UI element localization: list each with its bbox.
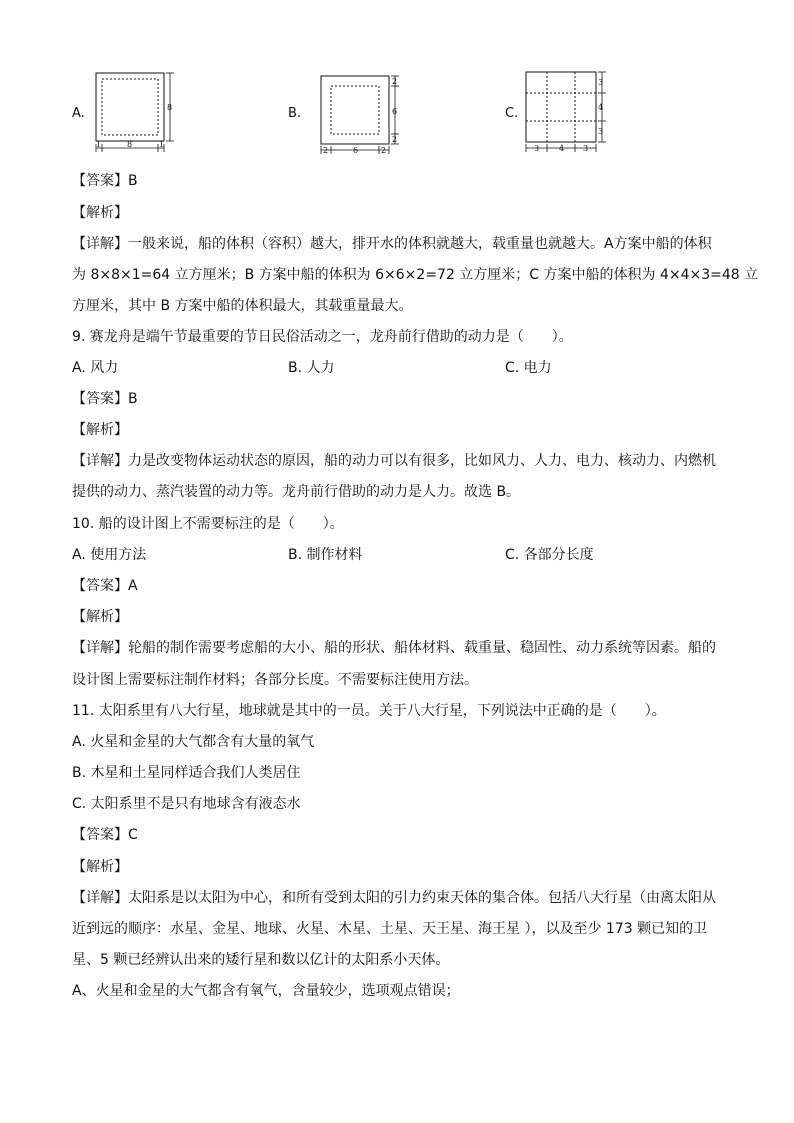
figure-a-label: A.: [72, 106, 85, 121]
q9-answer: 【答案】B: [72, 391, 138, 407]
q10-option-c: C. 各部分长度: [505, 547, 594, 563]
figure-a: [90, 70, 180, 154]
q8-detail-1: 【详解】一般来说，船的体积（容积）越大，排开水的体积就越大，载重量也就越大。A方案中船的体积: [72, 236, 712, 252]
q11-detail-4: A、火星和金星的大气都含有氧气，含量较少，选项观点错误；: [72, 983, 460, 999]
q9-option-c: C. 电力: [505, 360, 552, 376]
figure-a-dim-3: 1: [159, 140, 165, 149]
figure-c: [520, 68, 612, 154]
figure-c-dim-right-3: 3: [598, 127, 604, 136]
figure-b-dim-right-1: 2: [392, 77, 398, 86]
q8-analysis: 【解析】: [72, 205, 128, 221]
q11-detail-1: 【详解】太阳系是以太阳为中心，和所有受到太阳的引力约束天体的集合体。包括八大行星（由离太阳从: [72, 890, 716, 906]
figure-a-dim-1: 1: [96, 140, 102, 149]
figure-c-dim-3: 3: [583, 144, 589, 153]
q9-question: 9. 赛龙舟是端午节最重要的节日民俗活动之一，龙舟前行借助的动力是（ ）。: [72, 329, 573, 345]
q11-question: 11. 太阳系里有八大行星，地球就是其中的一员。关于八大行星，下列说法中正确的是（ ）。: [72, 703, 666, 719]
q11-analysis: 【解析】: [72, 859, 128, 875]
figure-b-label: B.: [288, 106, 302, 121]
figure-c-dim-1: 3: [534, 144, 540, 153]
q10-analysis: 【解析】: [72, 609, 128, 625]
figure-a-dim-right: 8: [167, 103, 173, 112]
q9-detail-2: 提供的动力、蒸汽装置的动力等。龙舟前行借助的动力是人力。故选 B。: [72, 484, 521, 500]
q9-option-b: B. 人力: [288, 360, 335, 376]
figure-b: [315, 70, 405, 154]
q11-answer: 【答案】C: [72, 827, 138, 843]
q11-detail-3: 星、5 颗已经辨认出来的矮行星和数以亿计的太阳系小天体。: [72, 952, 450, 968]
q8-detail-2: 为 8×8×1=64 立方厘米；B 方案中船的体积为 6×6×2=72 立方厘米；C 方案中船的体积为 4×4×3=48 立: [72, 267, 759, 283]
q9-option-a: A. 风力: [72, 360, 119, 376]
figure-c-dim-right-2: 4: [598, 103, 604, 112]
q10-detail-1: 【详解】轮船的制作需要考虑船的大小、船的形状、船体材料、载重量、稳固性、动力系统等因素。船的: [72, 640, 716, 656]
figure-b-dim-right-2: 6: [392, 107, 398, 116]
figure-c-dim-right-1: 3: [598, 78, 604, 87]
figure-c-label: C.: [505, 106, 519, 121]
figure-b-dim-2: 6: [353, 146, 359, 154]
q10-answer: 【答案】A: [72, 578, 138, 594]
figure-b-dim-right-3: 2: [392, 135, 398, 144]
figure-b-dim-3: 2: [381, 146, 387, 154]
q8-detail-3: 方厘米，其中 B 方案中船的体积最大，其载重量最大。: [72, 298, 413, 314]
q10-option-a: A. 使用方法: [72, 547, 147, 563]
q8-answer: 【答案】B: [72, 173, 138, 189]
figure-a-dim-2: 8: [127, 140, 133, 149]
q9-analysis: 【解析】: [72, 422, 128, 438]
q11-option-b: B. 木星和土星同样适合我们人类居住: [72, 765, 301, 781]
figure-c-dim-2: 4: [559, 144, 565, 153]
q11-detail-2: 近到远的顺序：水星、金星、地球、火星、木星、土星、天王星、海王星 ），以及至少 173 颗已知的卫: [72, 921, 708, 937]
figure-b-dim-1: 2: [323, 146, 329, 154]
q10-question: 10. 船的设计图上不需要标注的是（ ）。: [72, 516, 344, 532]
q9-detail-1: 【详解】力是改变物体运动状态的原因，船的动力可以有很多，比如风力、人力、电力、核动力、内燃机: [72, 453, 716, 469]
q10-option-b: B. 制作材料: [288, 547, 363, 563]
q10-detail-2: 设计图上需要标注制作材料；各部分长度。不需要标注使用方法。: [72, 672, 478, 688]
q11-option-c: C. 太阳系里不是只有地球含有液态水: [72, 796, 301, 812]
q11-option-a: A. 火星和金星的大气都含有大量的氧气: [72, 734, 315, 750]
